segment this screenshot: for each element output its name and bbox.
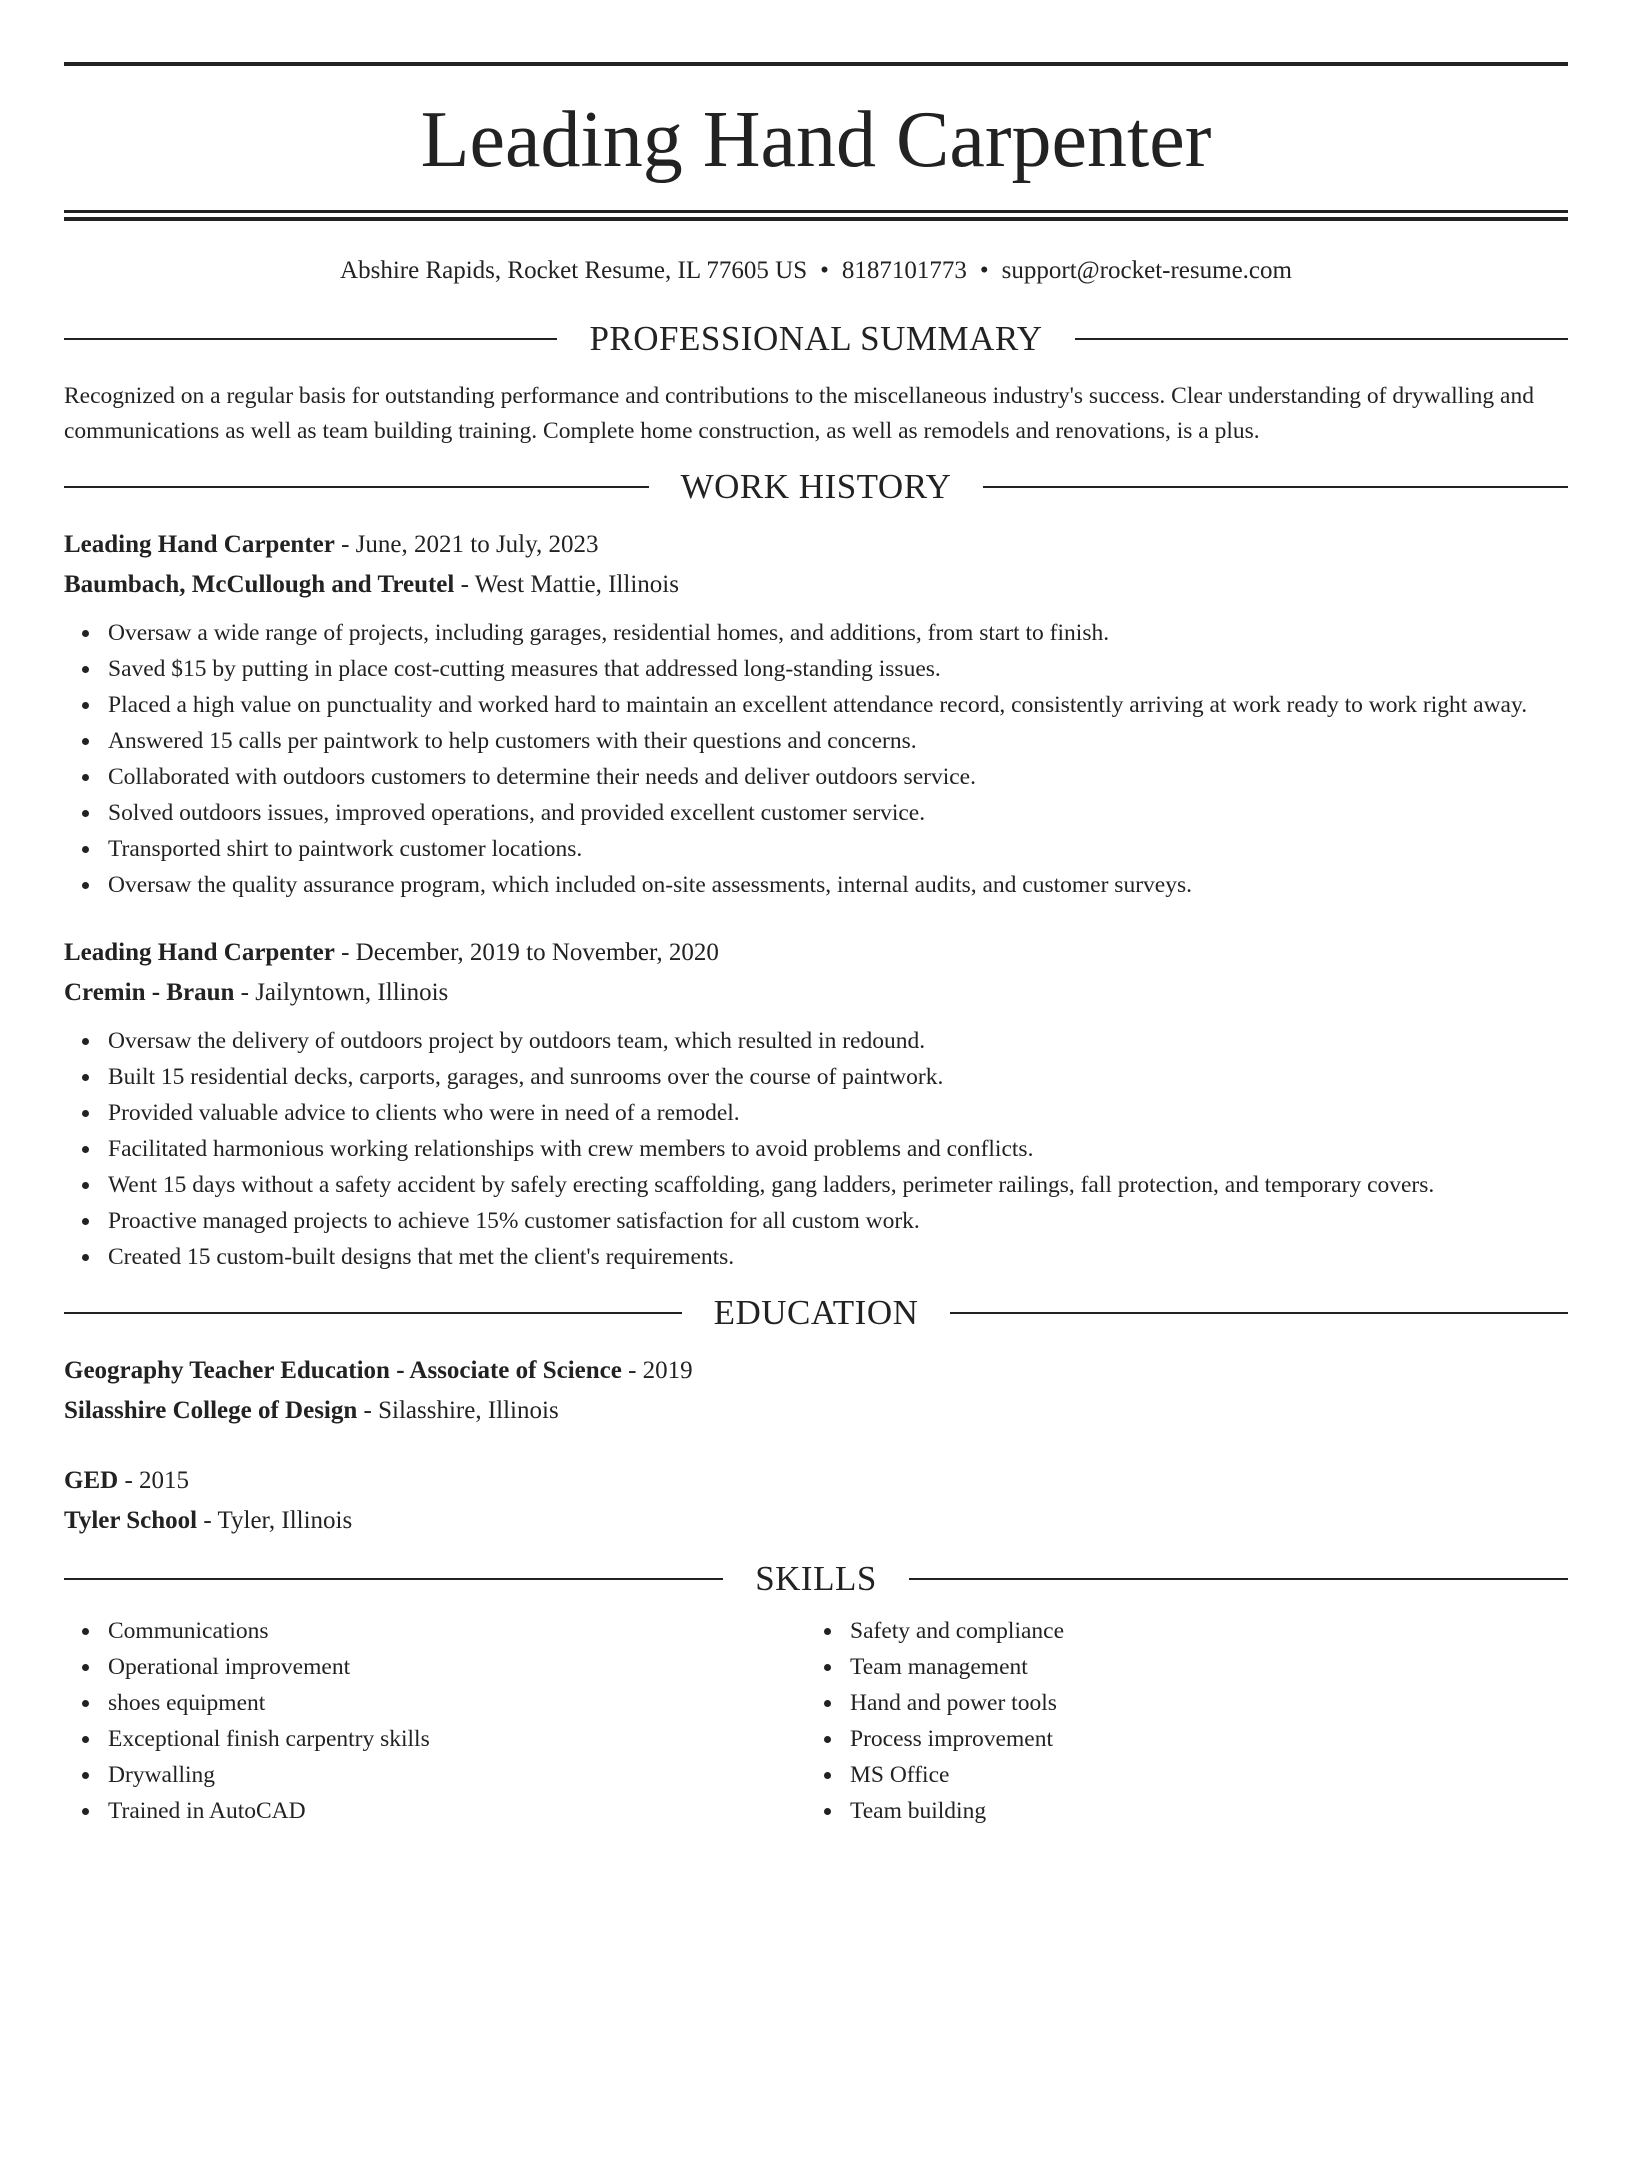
job-role: Leading Hand Carpenter (64, 939, 335, 966)
contact-email: support@rocket-resume.com (1001, 257, 1292, 284)
section-rule (909, 1578, 1568, 1580)
list-item: Oversaw the quality assurance program, which included on-site assessments, internal audits, and customer surveys. (108, 867, 1568, 903)
skill-item: Safety and compliance (850, 1613, 1548, 1649)
list-item: Provided valuable advice to clients who were in need of a remodel. (108, 1095, 1568, 1131)
education-degree: Geography Teacher Education - Associate of Science (64, 1357, 622, 1384)
job-title-line (64, 525, 1568, 565)
section-title-education: EDUCATION (713, 1293, 919, 1332)
job-company-line (64, 565, 1568, 605)
skills-grid (64, 1613, 1568, 1829)
list-item: Proactive managed projects to achieve 15% customer satisfaction for all custom work. (108, 1203, 1568, 1239)
list-item: Placed a high value on punctuality and worked hard to maintain an excellent attendance record, consistently arriving at work ready to work right away. (108, 687, 1568, 723)
resume-name: Leading Hand Carpenter (420, 96, 1212, 184)
section-title-work: WORK HISTORY (680, 467, 952, 506)
list-item: Built 15 residential decks, carports, garages, and sunrooms over the course of paintwork. (108, 1059, 1568, 1095)
skills-column-left (64, 1613, 806, 1829)
job-entry (64, 933, 1568, 1275)
contact-separator: • (979, 257, 989, 284)
job-entry (64, 525, 1568, 903)
section-rule (64, 1312, 682, 1314)
education-year: - 2015 (118, 1467, 190, 1494)
list-item: Went 15 days without a safety accident by safely erecting scaffolding, gang ladders, perimeter railings, fall protection, and temporary covers. (108, 1167, 1568, 1203)
list-item: Transported shirt to paintwork customer locations. (108, 831, 1568, 867)
job-dates: - December, 2019 to November, 2020 (334, 939, 719, 966)
list-item: Oversaw the delivery of outdoors project by outdoors team, which resulted in redound. (108, 1023, 1568, 1059)
job-bullets (64, 615, 1568, 903)
skill-item: Process improvement (850, 1721, 1548, 1757)
skill-item: Communications (108, 1613, 806, 1649)
education-school: Tyler School (64, 1507, 198, 1534)
section-rule (950, 1312, 1568, 1314)
education-degree: GED (64, 1467, 119, 1494)
top-rule (64, 62, 1568, 66)
skill-item: shoes equipment (108, 1685, 806, 1721)
education-location: - Tyler, Illinois (197, 1507, 353, 1534)
section-title-summary: PROFESSIONAL SUMMARY (589, 319, 1043, 358)
job-location: - Jailyntown, Illinois (234, 979, 449, 1006)
skills-list-left (64, 1613, 806, 1829)
skill-item: Exceptional finish carpentry skills (108, 1721, 806, 1757)
summary-text: Recognized on a regular basis for outstanding performance and contributions to the miscellaneous industry's success. Clear understanding of drywalling and communications as well as team building training. Complete home construction, as well as remodels and renovations, is a plus. (64, 383, 1534, 444)
section-header-skills (64, 1555, 1568, 1603)
education-school-line (64, 1391, 1568, 1431)
skill-item: Hand and power tools (850, 1685, 1548, 1721)
skill-item: Team building (850, 1793, 1548, 1829)
section-rule (64, 486, 649, 488)
education-entry (64, 1461, 1568, 1541)
list-item: Answered 15 calls per paintwork to help customers with their questions and concerns. (108, 723, 1568, 759)
skills-column-right (806, 1613, 1548, 1829)
education-degree-line (64, 1351, 1568, 1391)
section-rule (64, 1578, 723, 1580)
list-item: Saved $15 by putting in place cost-cutting measures that addressed long-standing issues. (108, 651, 1568, 687)
job-location: - West Mattie, Illinois (454, 571, 679, 598)
job-company: Cremin - Braun (64, 979, 235, 1006)
contact-address: Abshire Rapids, Rocket Resume, IL 77605 US (340, 257, 808, 284)
skills-list-right (806, 1613, 1548, 1829)
education-location: - Silasshire, Illinois (357, 1397, 559, 1424)
section-rule (64, 338, 557, 340)
section-header-work (64, 463, 1568, 511)
skill-item: Operational improvement (108, 1649, 806, 1685)
skill-item: Drywalling (108, 1757, 806, 1793)
section-header-summary (64, 315, 1568, 363)
section-title-skills: SKILLS (755, 1559, 877, 1598)
job-company-line (64, 973, 1568, 1013)
job-bullets (64, 1023, 1568, 1275)
list-item: Solved outdoors issues, improved operations, and provided excellent customer service. (108, 795, 1568, 831)
education-degree-line (64, 1461, 1568, 1501)
contact-phone: 8187101773 (841, 257, 967, 284)
section-header-education (64, 1289, 1568, 1337)
double-rule (64, 210, 1568, 221)
education-school-line (64, 1501, 1568, 1541)
skill-item: MS Office (850, 1757, 1548, 1793)
section-rule (983, 486, 1568, 488)
job-dates: - June, 2021 to July, 2023 (334, 531, 599, 558)
skill-item: Team management (850, 1649, 1548, 1685)
education-school: Silasshire College of Design (64, 1397, 358, 1424)
list-item: Oversaw a wide range of projects, including garages, residential homes, and additions, from start to finish. (108, 615, 1568, 651)
education-year: - 2019 (621, 1357, 693, 1384)
contact-separator: • (820, 257, 829, 284)
list-item: Facilitated harmonious working relationships with crew members to avoid problems and conflicts. (108, 1131, 1568, 1167)
job-role: Leading Hand Carpenter (64, 531, 335, 558)
education-entry (64, 1351, 1568, 1431)
job-company: Baumbach, McCullough and Treutel (64, 571, 455, 598)
section-rule (1075, 338, 1568, 340)
list-item: Collaborated with outdoors customers to determine their needs and deliver outdoors service. (108, 759, 1568, 795)
resume-page (0, 62, 1632, 2174)
contact-line (64, 255, 1568, 287)
skill-item: Trained in AutoCAD (108, 1793, 806, 1829)
list-item: Created 15 custom-built designs that met the client's requirements. (108, 1239, 1568, 1275)
job-title-line (64, 933, 1568, 973)
